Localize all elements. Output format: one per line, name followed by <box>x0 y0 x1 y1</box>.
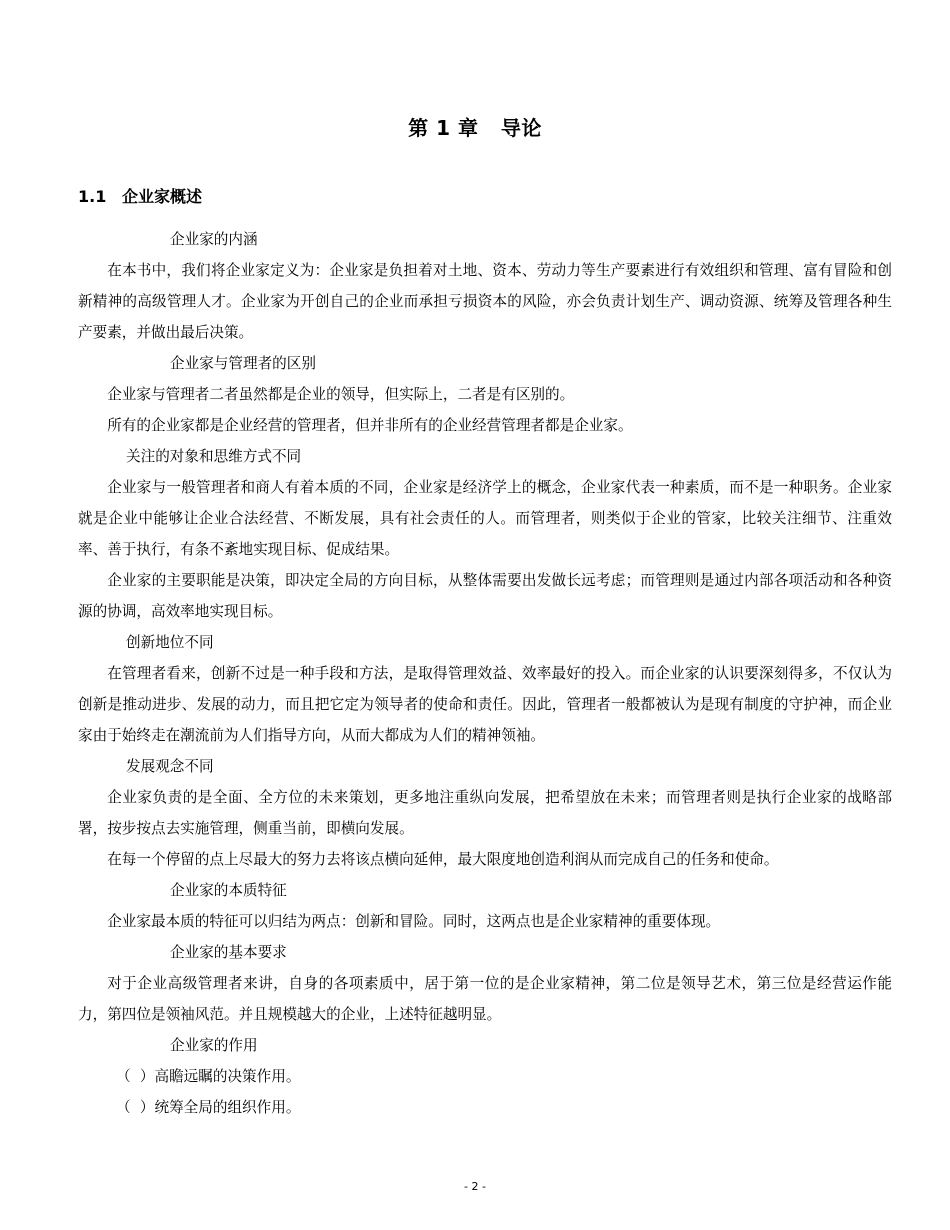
paragraph: 在管理者看来，创新不过是一种手段和方法，是取得管理效益、效率最好的投入。而企业家的认识要深刻得多，不仅认为创新是推动进步、发展的动力，而且把它定为领导者的使命和责任。因此，管理者一般都被认为是现有制度的守护神，而企业家由于始终走在潮流前为人们指导方向，从而大都成为人们的精神领袖。 <box>78 665 892 744</box>
subheading-meaning: 企业家的内涵 <box>170 231 258 248</box>
paragraph: 对于企业高级管理者来讲，自身的各项素质中，居于第一位的是企业家精神，第二位是领导艺术，第三位是经营运作能力，第四位是领袖风范。并且规模越大的企业，上述特征越明显。 <box>78 975 892 1023</box>
section-heading <box>78 185 202 209</box>
paragraph: 企业家最本质的特征可以归结为两点：创新和冒险。同时，这两点也是企业家精神的重要体现。 <box>107 913 721 930</box>
subheading-development: 发展观念不同 <box>126 758 214 775</box>
paragraph: 企业家与管理者二者虽然都是企业的领导，但实际上，二者是有区别的。 <box>107 386 575 403</box>
section-name: 企业家概述 <box>122 187 203 206</box>
list-item: （ ）高瞻远瞩的决策作用。 <box>116 1068 301 1085</box>
page-number: - 2 - <box>464 1180 486 1193</box>
subheading-innovation: 创新地位不同 <box>126 634 214 651</box>
paragraph: 在每一个停留的点上尽最大的努力去将该点横向延伸，最大限度地创造利润从而完成自己的任务和使命。 <box>107 851 779 868</box>
body-text <box>78 224 892 1123</box>
paragraph: 企业家的主要职能是决策，即决定全局的方向目标，从整体需要出发做长远考虑；而管理则是通过内部各项活动和各种资源的协调，高效率地实现目标。 <box>78 572 892 620</box>
subheading-essence: 企业家的本质特征 <box>170 882 287 899</box>
subheading-requirements: 企业家的基本要求 <box>170 944 287 961</box>
paragraph: 企业家负责的是全面、全方位的未来策划，更多地注重纵向发展，把希望放在未来；而管理者则是执行企业家的战略部署，按步按点去实施管理，侧重当前，即横向发展。 <box>78 789 892 837</box>
paragraph: 在本书中，我们将企业家定义为：企业家是负担着对土地、资本、劳动力等生产要素进行有效组织和管理、富有冒险和创新精神的高级管理人才。企业家为开创自己的企业而承担亏损资本的风险，亦会负责计划生产、调动资源、统筹及管理各种生产要素，并做出最后决策。 <box>78 262 892 341</box>
paragraph: 企业家与一般管理者和商人有着本质的不同，企业家是经济学上的概念，企业家代表一种素质，而不是一种职务。企业家就是企业中能够让企业合法经营、不断发展，具有社会责任的人。而管理者，则类似于企业的管家，比较关注细节、注重效率、善于执行，有条不紊地实现目标、促成结果。 <box>78 479 892 558</box>
subheading-role: 企业家的作用 <box>170 1037 258 1054</box>
chapter-number: 第 1 章 <box>408 116 479 140</box>
list-item: （ ）统筹全局的组织作用。 <box>116 1099 301 1116</box>
subheading-focus: 关注的对象和思维方式不同 <box>126 448 302 465</box>
chapter-title <box>0 113 950 143</box>
chapter-name: 导论 <box>500 116 542 140</box>
section-number: 1.1 <box>78 187 107 206</box>
subheading-difference: 企业家与管理者的区别 <box>170 355 316 372</box>
paragraph: 所有的企业家都是企业经营的管理者，但并非所有的企业经营管理者都是企业家。 <box>107 417 633 434</box>
